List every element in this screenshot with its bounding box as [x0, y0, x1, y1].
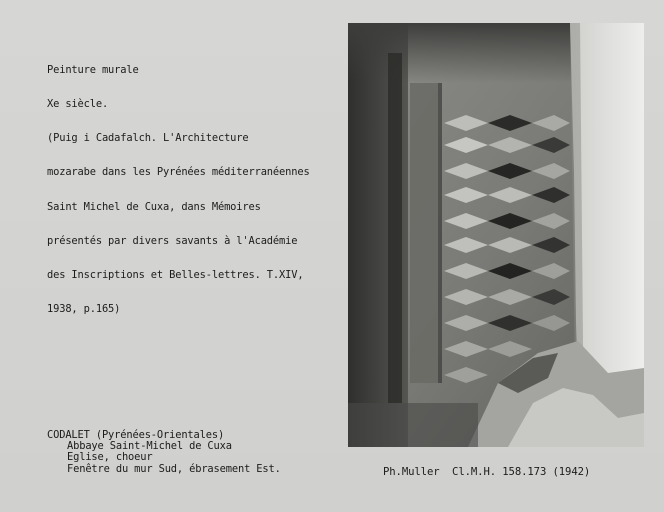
caption-line-reference-4: présentés par divers savants à l'Académie: [47, 234, 298, 247]
caption-line-reference-1: (Puig i Cadafalch. L'Architecture: [47, 132, 249, 145]
mural-photograph-image: [348, 23, 644, 447]
caption-line-title: Peinture murale: [47, 63, 139, 76]
caption-bottom: [47, 430, 347, 475]
caption-top: [47, 42, 337, 339]
caption-line-reference-3: Saint Michel de Cuxa, dans Mémoires: [47, 200, 261, 213]
caption-church: Eglise, choeur: [67, 451, 153, 464]
caption-line-reference-2: mozarabe dans les Pyrénées méditerranéennes: [47, 166, 310, 179]
photo-credit: Ph.Muller Cl.M.H. 158.173 (1942): [383, 466, 591, 478]
caption-line-reference-6: 1938, p.165): [47, 303, 121, 316]
mural-photograph: [348, 23, 644, 447]
caption-abbey: Abbaye Saint-Michel de Cuxa: [67, 440, 232, 453]
caption-location: CODALET (Pyrénées-Orientales): [47, 429, 225, 441]
caption-line-century: Xe siècle.: [47, 98, 109, 111]
caption-line-reference-5: des Inscriptions et Belles-lettres. T.XIV,: [47, 269, 304, 282]
caption-window: Fenêtre du mur Sud, ébrasement Est.: [67, 462, 281, 475]
